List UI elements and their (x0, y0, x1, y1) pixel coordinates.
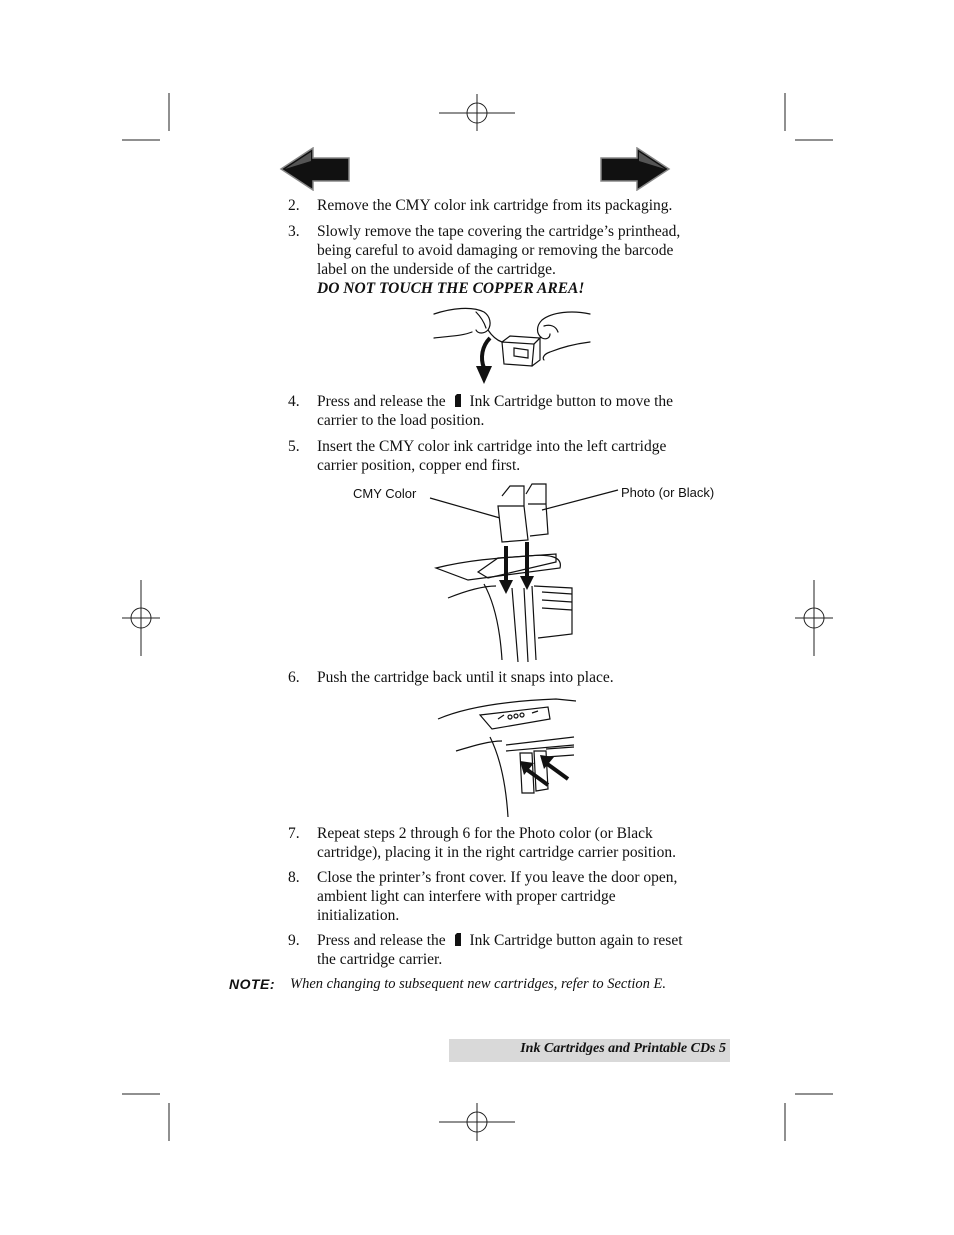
right-arrow-icon[interactable] (599, 147, 671, 191)
step-text-line: ambient light can interfere with proper cartridge (317, 888, 616, 905)
tape-removal-illustration (432, 302, 592, 386)
step-number: 5. (288, 438, 300, 455)
note-text: When changing to subsequent new cartridges, refer to Section E. (290, 976, 666, 992)
copper-warning: DO NOT TOUCH THE COPPER AREA! (317, 280, 585, 297)
step-text-line: Insert the CMY color ink cartridge into the left cartridge (317, 438, 667, 455)
step-text-line: carrier to the load position. (317, 412, 485, 429)
ink-cartridge-button-icon (454, 933, 462, 946)
step-text-line: the cartridge carrier. (317, 951, 443, 968)
photo-black-callout: Photo (or Black) (621, 485, 715, 500)
step-text: Remove the CMY color ink cartridge from its packaging. (317, 197, 673, 214)
step-text-line: Slowly remove the tape covering the cartridge’s printhead, (317, 223, 681, 240)
step-text-line (317, 931, 732, 950)
step-text-line: cartridge), placing it in the right cartridge carrier position. (317, 844, 676, 861)
cartridge-insert-illustration (428, 478, 628, 662)
step-number: 6. (288, 669, 300, 686)
step-text-after: Ink Cartridge button again to reset (469, 932, 683, 949)
step-text: Push the cartridge back until it snaps into place. (317, 669, 614, 686)
step-number: 9. (288, 932, 300, 949)
step-text-line: carrier position, copper end first. (317, 457, 521, 474)
step-text-line (317, 392, 732, 411)
footer-section-page: Ink Cartridges and Printable CDs 5 (520, 1041, 726, 1056)
step-text-before: Press and release the (317, 393, 446, 410)
step-text-line: being careful to avoid damaging or removing the barcode (317, 242, 674, 259)
step-number: 7. (288, 825, 300, 842)
step-text-before: Press and release the (317, 932, 446, 949)
footer-bar (449, 1039, 730, 1062)
note-label: NOTE: (229, 976, 276, 992)
step-number: 4. (288, 393, 300, 410)
cmy-color-callout: CMY Color (353, 486, 417, 501)
step-text-line: Repeat steps 2 through 6 for the Photo color (or Black (317, 825, 653, 842)
cartridge-push-illustration (436, 697, 576, 819)
step-text-line: initialization. (317, 907, 400, 924)
step-number: 8. (288, 869, 300, 886)
left-arrow-icon[interactable] (279, 147, 351, 191)
ink-cartridge-button-icon (454, 394, 462, 407)
step-number: 3. (288, 223, 300, 240)
step-number: 2. (288, 197, 300, 214)
step-text-after: Ink Cartridge button to move the (469, 393, 674, 410)
step-text-line: Close the printer’s front cover. If you leave the door open, (317, 869, 678, 886)
step-text-line: label on the underside of the cartridge. (317, 261, 556, 278)
